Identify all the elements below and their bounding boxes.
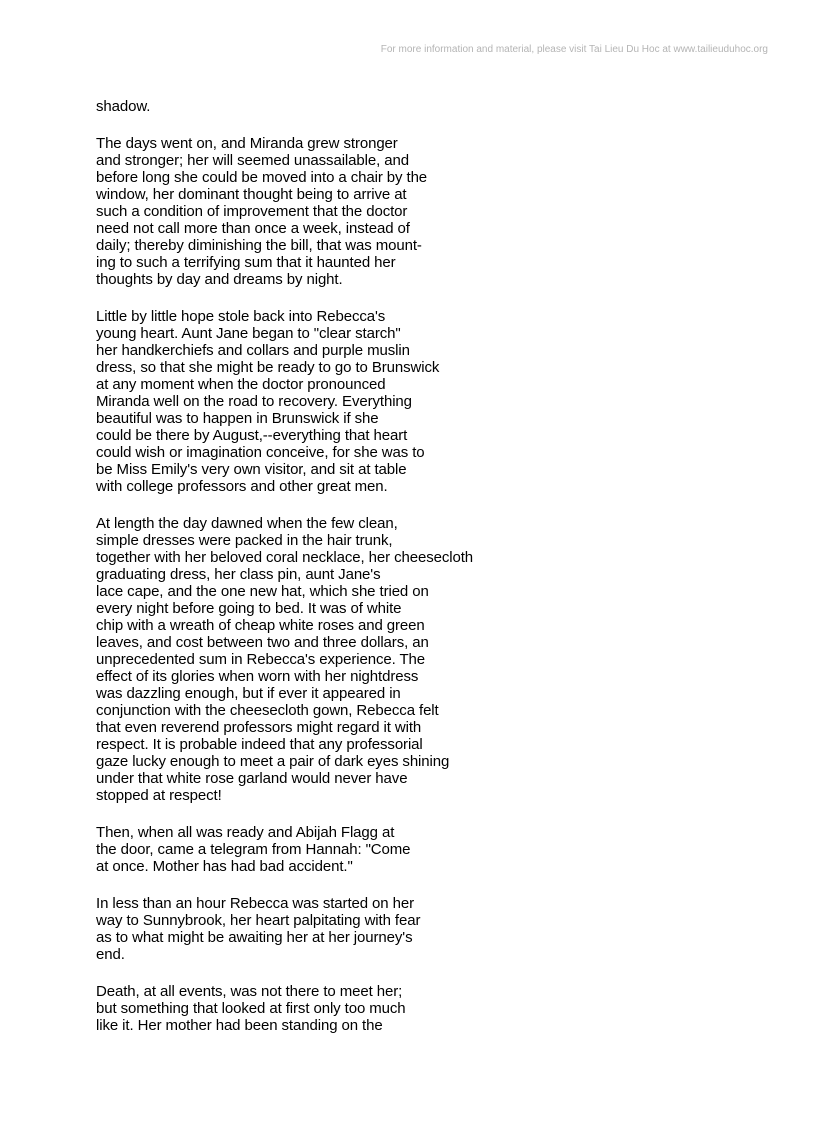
text-line: could wish or imagination conceive, for she was to (96, 444, 425, 461)
text-line: at once. Mother has had bad accident." (96, 858, 353, 875)
source-note: For more information and material, please visit Tai Lieu Du Hoc at www.tailieuduhoc.org (380, 44, 768, 55)
text-line: before long she could be moved into a chair by the (96, 169, 428, 186)
text-line: simple dresses were packed in the hair trunk, (96, 532, 393, 549)
text-line: with college professors and other great men. (96, 478, 388, 495)
text-line: need not call more than once a week, instead of (96, 220, 410, 237)
text-line: be Miss Emily's very own visitor, and sit at table (96, 461, 407, 478)
text-line: the door, came a telegram from Hannah: "Come (96, 841, 411, 858)
paragraph (96, 135, 756, 288)
text-line: Death, at all events, was not there to meet her; (96, 983, 403, 1000)
text-line: young heart. Aunt Jane began to "clear starch" (96, 325, 401, 342)
text-line: together with her beloved coral necklace, her cheesecloth (96, 549, 474, 566)
paragraph (96, 983, 756, 1034)
text-line: and stronger; her will seemed unassailable, and (96, 152, 409, 169)
paragraph (96, 308, 756, 495)
text-line: such a condition of improvement that the doctor (96, 203, 408, 220)
text-line: shadow. (96, 98, 151, 115)
text-line: leaves, and cost between two and three dollars, an (96, 634, 429, 651)
text-line: at any moment when the doctor pronounced (96, 376, 386, 393)
text-line: but something that looked at first only too much (96, 1000, 406, 1017)
text-line: her handkerchiefs and collars and purple muslin (96, 342, 410, 359)
text-line: under that white rose garland would never have (96, 770, 408, 787)
text-line: gaze lucky enough to meet a pair of dark eyes shining (96, 753, 450, 770)
text-line: as to what might be awaiting her at her journey's (96, 929, 413, 946)
paragraph (96, 824, 756, 875)
text-line: end. (96, 946, 125, 963)
text-line: was dazzling enough, but if ever it appeared in (96, 685, 401, 702)
text-line: conjunction with the cheesecloth gown, Rebecca felt (96, 702, 439, 719)
text-line: stopped at respect! (96, 787, 222, 804)
text-line: way to Sunnybrook, her heart palpitating with fear (96, 912, 421, 929)
text-line: could be there by August,--everything that heart (96, 427, 408, 444)
text-line: graduating dress, her class pin, aunt Jane's (96, 566, 381, 583)
text-line: ing to such a terrifying sum that it haunted her (96, 254, 396, 271)
paragraph (96, 98, 756, 115)
text-line: Miranda well on the road to recovery. Everything (96, 393, 412, 410)
text-line: like it. Her mother had been standing on the (96, 1017, 383, 1034)
text-line: Then, when all was ready and Abijah Flagg at (96, 824, 395, 841)
text-line: that even reverend professors might regard it with (96, 719, 422, 736)
text-line: effect of its glories when worn with her nightdress (96, 668, 419, 685)
text-line: The days went on, and Miranda grew stronger (96, 135, 398, 152)
text-line: beautiful was to happen in Brunswick if she (96, 410, 379, 427)
text-line: window, her dominant thought being to arrive at (96, 186, 407, 203)
text-line: daily; thereby diminishing the bill, that was mount- (96, 237, 422, 254)
paragraph (96, 515, 756, 804)
text-line: lace cape, and the one new hat, which she tried on (96, 583, 429, 600)
body-text (96, 98, 756, 1054)
text-line: In less than an hour Rebecca was started on her (96, 895, 414, 912)
text-line: unprecedented sum in Rebecca's experience. The (96, 651, 426, 668)
text-line: At length the day dawned when the few clean, (96, 515, 398, 532)
text-line: respect. It is probable indeed that any professorial (96, 736, 423, 753)
text-line: every night before going to bed. It was of white (96, 600, 402, 617)
paragraph (96, 895, 756, 963)
text-line: dress, so that she might be ready to go to Brunswick (96, 359, 440, 376)
text-line: chip with a wreath of cheap white roses and green (96, 617, 425, 634)
text-line: thoughts by day and dreams by night. (96, 271, 343, 288)
text-line: Little by little hope stole back into Rebecca's (96, 308, 386, 325)
